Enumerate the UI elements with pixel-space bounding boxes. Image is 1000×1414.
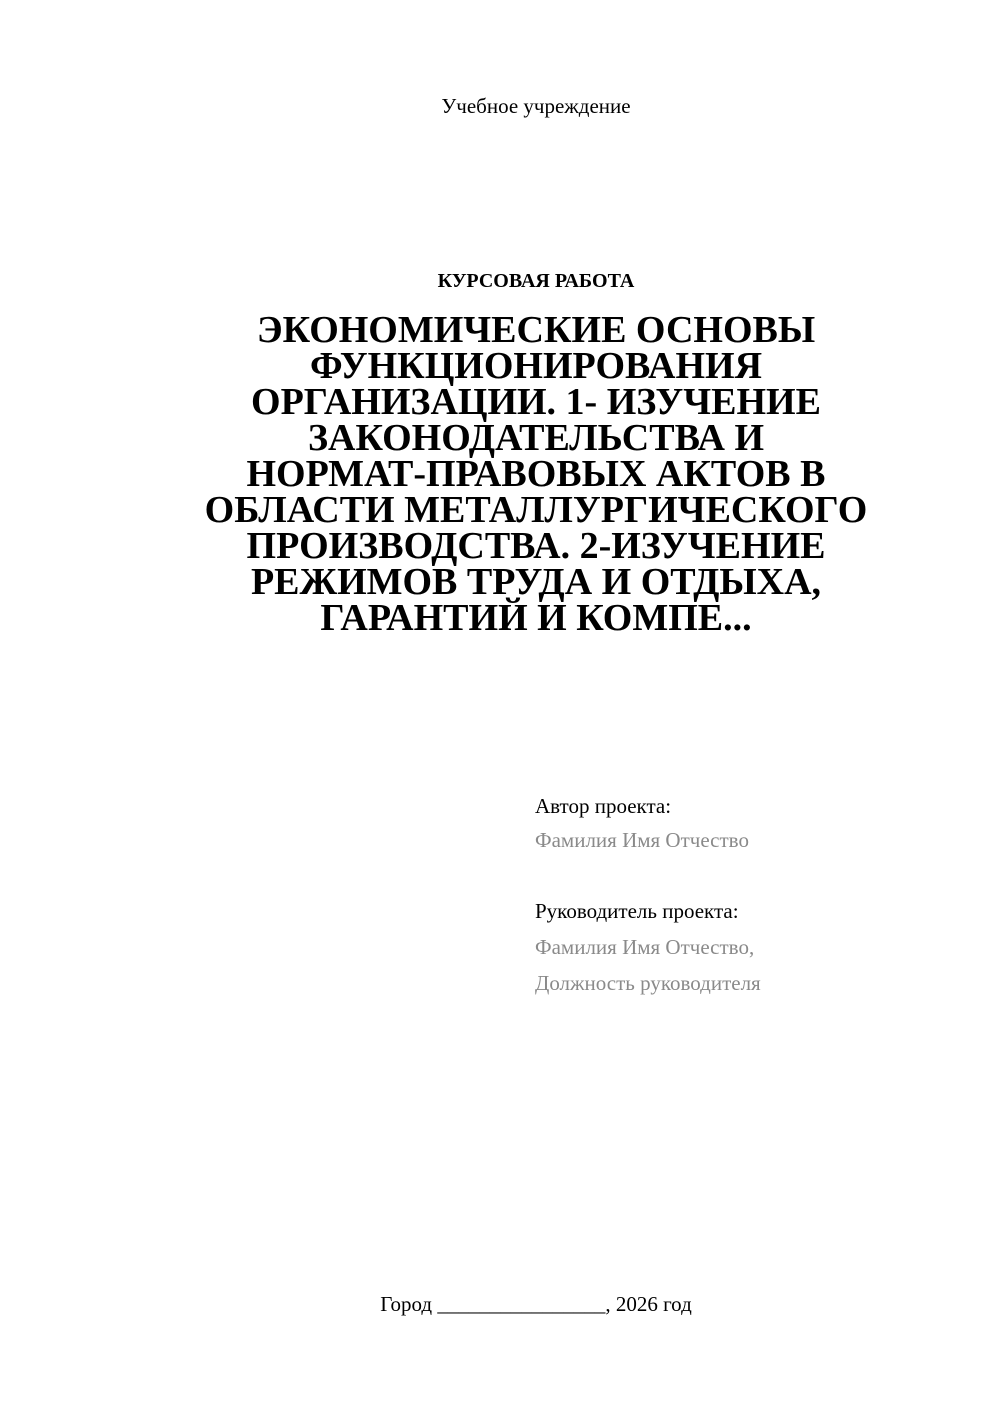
institution-name: Учебное учреждение [441,94,631,118]
document-title [150,309,922,639]
supervisor-label: Руководитель проекта: [535,899,739,923]
supervisor-position: Должность руководителя [535,971,761,995]
city-year-line: Город ________________, 2026 год [380,1292,692,1316]
author-name: Фамилия Имя Отчество [535,828,749,852]
title-line: ГАРАНТИЙ И КОМПЕ... [320,597,752,639]
title-line: ЭКОНОМИЧЕСКИЕ ОСНОВЫ [256,309,816,351]
work-type-heading: КУРСОВАЯ РАБОТА [437,270,635,292]
author-label: Автор проекта: [535,794,672,818]
author-block [535,789,975,857]
supervisor-block [535,893,975,1001]
title-line: РЕЖИМОВ ТРУДА И ОТДЫХА, [250,561,822,603]
title-line: ПРОИЗВОДСТВА. 2-ИЗУЧЕНИЕ [246,525,826,567]
title-line: ОБЛАСТИ МЕТАЛЛУРГИЧЕСКОГО [204,489,868,531]
title-line: ФУНКЦИОНИРОВАНИЯ [309,345,763,387]
title-line: ОРГАНИЗАЦИИ. 1- ИЗУЧЕНИЕ [251,381,821,423]
supervisor-name: Фамилия Имя Отчество, [535,935,755,959]
title-line: ЗАКОНОДАТЕЛЬСТВА И [307,417,765,459]
title-line: НОРМАТ-ПРАВОВЫХ АКТОВ В [246,453,826,495]
